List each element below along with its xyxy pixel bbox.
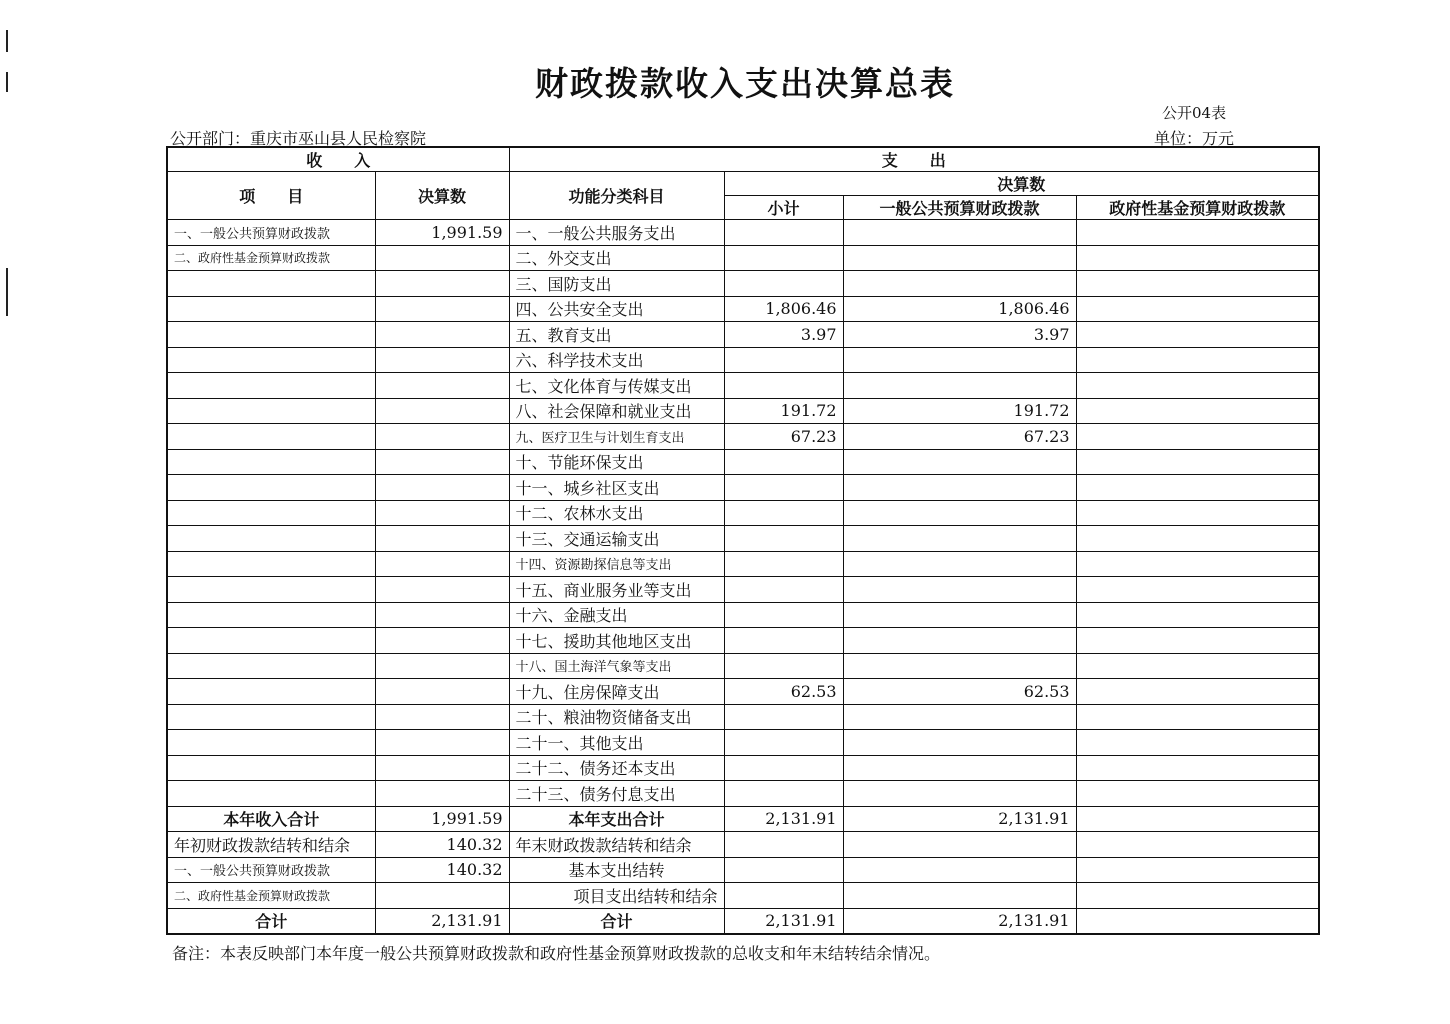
income-item-cell [167,653,375,679]
income-header: 收 入 [167,147,509,172]
expense-category-cell: 十七、援助其他地区支出 [509,628,724,654]
total-income-value: 2,131.91 [375,908,509,934]
income-item-cell [167,296,375,322]
general-budget-cell [843,781,1076,807]
general-budget-cell [843,373,1076,399]
expense-header: 支 出 [509,147,1319,172]
empty-cell [843,883,1076,909]
income-amount-cell [375,551,509,577]
begin-carry-label: 年初财政拨款结转和结余 [167,832,375,858]
income-amount-cell [375,730,509,756]
general-budget-header: 一般公共预算财政拨款 [843,196,1076,220]
gov-fund-cell [1076,347,1319,373]
begin-general-label: 一、一般公共预算财政拨款 [167,857,375,883]
subtotal-cell: 62.53 [724,679,843,705]
income-item-cell [167,781,375,807]
subtotal-cell [724,755,843,781]
gov-fund-cell [1076,475,1319,501]
table-row [167,245,1319,271]
income-amount-cell [375,679,509,705]
income-amount-cell [375,526,509,552]
table-row [167,347,1319,373]
expense-category-cell: 九、医疗卫生与计划生育支出 [509,424,724,450]
income-amount-cell [375,347,509,373]
general-budget-cell [843,475,1076,501]
subtotal-cell: 1,806.46 [724,296,843,322]
footnote: 备注：本表反映部门本年度一般公共预算财政拨款和政府性基金预算财政拨款的总收支和年末结转结余情况。 [172,944,941,963]
gov-fund-cell [1076,704,1319,730]
empty-cell [843,857,1076,883]
gov-fund-header: 政府性基金预算财政拨款 [1076,196,1319,220]
income-amount-cell [375,424,509,450]
income-item-cell [167,398,375,424]
gov-fund-cell [1076,500,1319,526]
empty-cell [1076,832,1319,858]
subtotal-cell [724,602,843,628]
gov-fund-cell [1076,398,1319,424]
total-expense-general: 2,131.91 [843,908,1076,934]
income-item-cell [167,551,375,577]
table-row [167,398,1319,424]
general-budget-cell [843,271,1076,297]
income-amount-cell [375,577,509,603]
income-item-cell [167,500,375,526]
expense-category-cell: 二、外交支出 [509,245,724,271]
total-income-label: 合计 [167,908,375,934]
expense-category-cell: 十九、住房保障支出 [509,679,724,705]
table-row [167,628,1319,654]
income-item-cell [167,424,375,450]
expense-category-cell: 六、科学技术支出 [509,347,724,373]
expense-category-cell: 十三、交通运输支出 [509,526,724,552]
table-row [167,551,1319,577]
empty-cell [1076,883,1319,909]
subtotal-cell [724,577,843,603]
gov-fund-cell [1076,271,1319,297]
basic-carry-label: 基本支出结转 [509,857,724,883]
scan-edge-mark [6,30,8,52]
income-item-cell [167,679,375,705]
income-item-cell: 一、一般公共预算财政拨款 [167,220,375,246]
subtotal-cell [724,653,843,679]
income-amount-cell [375,500,509,526]
income-item-cell [167,475,375,501]
begin-general-value: 140.32 [375,857,509,883]
subtotal-cell [724,245,843,271]
year-expense-fund [1076,806,1319,832]
income-item-cell [167,526,375,552]
begin-fund-label: 二、政府性基金预算财政拨款 [167,883,375,909]
end-carry-label: 年末财政拨款结转和结余 [509,832,724,858]
income-amount-cell [375,781,509,807]
subtotal-cell: 3.97 [724,322,843,348]
gov-fund-cell [1076,424,1319,450]
expense-category-cell: 二十二、债务还本支出 [509,755,724,781]
expense-category-cell: 十二、农林水支出 [509,500,724,526]
empty-cell [1076,908,1319,934]
general-budget-cell [843,245,1076,271]
subtotal-cell: 67.23 [724,424,843,450]
table-row [167,679,1319,705]
general-budget-cell: 3.97 [843,322,1076,348]
general-budget-cell [843,653,1076,679]
income-item-cell [167,449,375,475]
income-item-cell [167,730,375,756]
gov-fund-cell [1076,322,1319,348]
subtotal-cell: 191.72 [724,398,843,424]
subtotal-cell [724,220,843,246]
expense-category-cell: 十一、城乡社区支出 [509,475,724,501]
subtotal-cell [724,271,843,297]
general-budget-cell [843,500,1076,526]
gov-fund-cell [1076,296,1319,322]
budget-summary-table [166,146,1320,935]
subtotal-cell [724,526,843,552]
income-item-cell [167,373,375,399]
gov-fund-cell [1076,245,1319,271]
general-budget-cell [843,220,1076,246]
subtotal-cell [724,730,843,756]
income-amount-cell: 1,991.59 [375,220,509,246]
year-income-value: 1,991.59 [375,806,509,832]
empty-cell [375,883,509,909]
table-row [167,424,1319,450]
table-row [167,781,1319,807]
expense-category-cell: 七、文化体育与传媒支出 [509,373,724,399]
total-expense-subtotal: 2,131.91 [724,908,843,934]
table-row [167,220,1319,246]
scan-edge-mark [6,268,8,316]
general-budget-cell [843,347,1076,373]
expense-category-cell: 三、国防支出 [509,271,724,297]
income-amount-cell [375,475,509,501]
income-item-cell [167,755,375,781]
gov-fund-cell [1076,577,1319,603]
expense-category-cell: 二十三、债务付息支出 [509,781,724,807]
empty-cell [1076,857,1319,883]
gov-fund-cell [1076,679,1319,705]
general-budget-cell [843,577,1076,603]
expense-category-cell: 十六、金融支出 [509,602,724,628]
item-header: 项 目 [167,172,375,220]
subtotal-cell [724,704,843,730]
table-row [167,322,1319,348]
income-amount-cell [375,271,509,297]
income-item-cell [167,704,375,730]
table-row [167,449,1319,475]
expense-category-cell: 十、节能环保支出 [509,449,724,475]
empty-cell [843,832,1076,858]
gov-fund-cell [1076,449,1319,475]
gov-fund-cell [1076,373,1319,399]
general-budget-cell [843,755,1076,781]
gov-fund-cell [1076,653,1319,679]
year-expense-subtotal: 2,131.91 [724,806,843,832]
income-amount-cell [375,628,509,654]
income-amount-cell [375,398,509,424]
income-amount-cell [375,373,509,399]
expense-category-cell: 四、公共安全支出 [509,296,724,322]
general-budget-cell [843,551,1076,577]
table-row [167,475,1319,501]
table-row [167,653,1319,679]
expense-category-cell: 一、一般公共服务支出 [509,220,724,246]
table-row [167,271,1319,297]
final-amount-group-header: 决算数 [724,172,1319,196]
general-budget-cell [843,602,1076,628]
income-amount-cell [375,449,509,475]
income-amount-cell [375,322,509,348]
income-item-cell [167,271,375,297]
table-row [167,704,1319,730]
final-amount-header: 决算数 [375,172,509,220]
unit-label: 单位：万元 [1154,129,1235,148]
expense-category-cell: 十四、资源勘探信息等支出 [509,551,724,577]
income-amount-cell [375,296,509,322]
empty-cell [724,832,843,858]
expense-category-cell: 八、社会保障和就业支出 [509,398,724,424]
year-expense-label: 本年支出合计 [509,806,724,832]
empty-cell [724,857,843,883]
general-budget-cell [843,730,1076,756]
expense-category-cell: 十五、商业服务业等支出 [509,577,724,603]
income-amount-cell [375,704,509,730]
table-row [167,526,1319,552]
expense-category-cell: 二十、粮油物资储备支出 [509,704,724,730]
subtotal-cell [724,449,843,475]
gov-fund-cell [1076,526,1319,552]
gov-fund-cell [1076,220,1319,246]
begin-carry-value: 140.32 [375,832,509,858]
table-row [167,602,1319,628]
gov-fund-cell [1076,551,1319,577]
table-row [167,577,1319,603]
subtotal-cell [724,628,843,654]
subtotal-cell [724,781,843,807]
table-row [167,730,1319,756]
subtotal-header: 小计 [724,196,843,220]
table-row [167,296,1319,322]
project-carry-label: 项目支出结转和结余 [509,883,724,909]
department-label: 公开部门：重庆市巫山县人民检察院 [170,129,427,148]
income-item-cell [167,628,375,654]
gov-fund-cell [1076,730,1319,756]
expense-category-cell: 二十一、其他支出 [509,730,724,756]
table-row [167,755,1319,781]
subtotal-cell [724,475,843,501]
general-budget-cell [843,628,1076,654]
income-item-cell [167,347,375,373]
table-row [167,373,1319,399]
subtotal-cell [724,551,843,577]
expense-category-cell: 十八、国土海洋气象等支出 [509,653,724,679]
general-budget-cell: 1,806.46 [843,296,1076,322]
page-title: 财政拨款收入支出决算总表 [535,64,955,103]
form-code: 公开04表 [1162,104,1227,122]
empty-cell [724,883,843,909]
income-item-cell [167,322,375,348]
income-amount-cell [375,755,509,781]
general-budget-cell: 62.53 [843,679,1076,705]
subtotal-cell [724,500,843,526]
total-expense-label: 合计 [509,908,724,934]
year-income-label: 本年收入合计 [167,806,375,832]
gov-fund-cell [1076,755,1319,781]
subtotal-cell [724,373,843,399]
year-expense-general: 2,131.91 [843,806,1076,832]
general-budget-cell [843,449,1076,475]
gov-fund-cell [1076,602,1319,628]
general-budget-cell: 67.23 [843,424,1076,450]
gov-fund-cell [1076,781,1319,807]
income-item-cell [167,602,375,628]
income-item-cell [167,577,375,603]
table-row [167,500,1319,526]
income-amount-cell [375,653,509,679]
general-budget-cell [843,704,1076,730]
gov-fund-cell [1076,628,1319,654]
expense-category-cell: 五、教育支出 [509,322,724,348]
subtotal-cell [724,347,843,373]
general-budget-cell: 191.72 [843,398,1076,424]
general-budget-cell [843,526,1076,552]
func-category-header: 功能分类科目 [509,172,724,220]
income-amount-cell [375,245,509,271]
income-item-cell: 二、政府性基金预算财政拨款 [167,245,375,271]
income-amount-cell [375,602,509,628]
